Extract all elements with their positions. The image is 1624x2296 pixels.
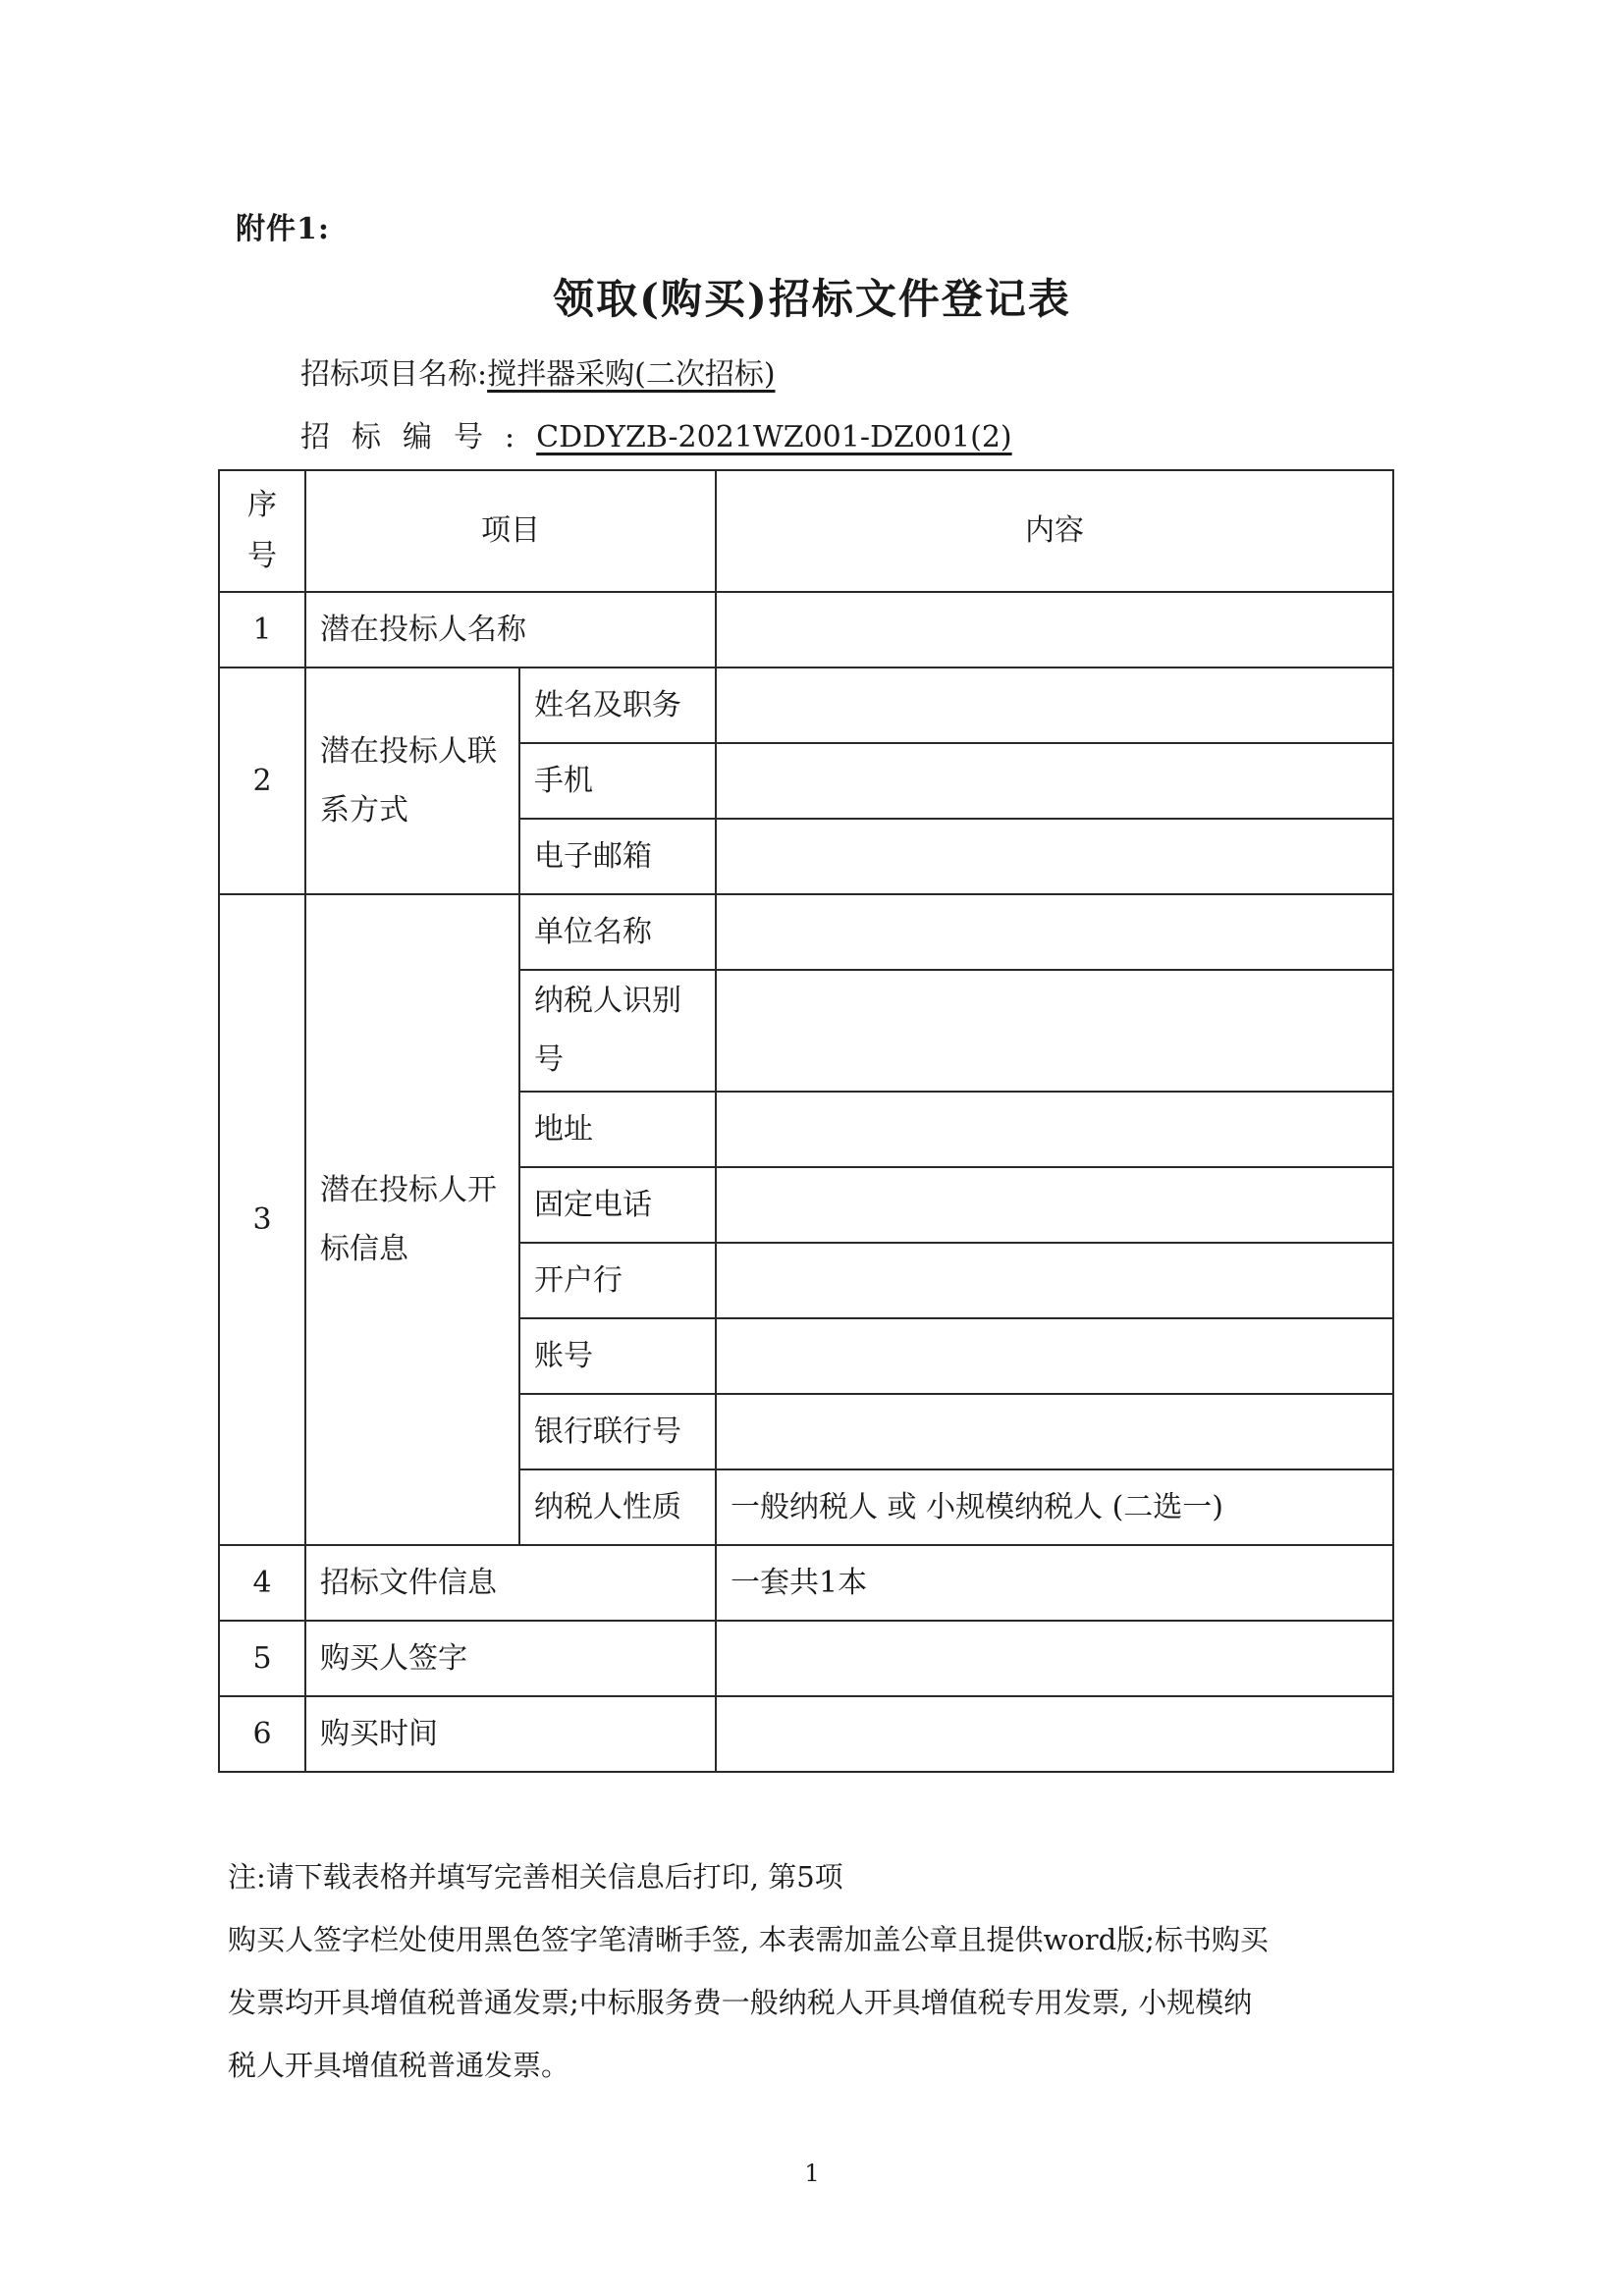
header-content: 内容 <box>716 470 1393 592</box>
sub-item-label: 单位名称 <box>519 894 716 970</box>
project-name-label: 招标项目名称: <box>300 357 488 392</box>
header-item: 项目 <box>305 470 716 592</box>
attachment-label: 附件1: <box>236 212 330 246</box>
row-content-field[interactable]: 一般纳税人 或 小规模纳税人 (二选一) <box>716 1469 1393 1545</box>
registration-table <box>218 469 1394 1773</box>
row-content-field[interactable] <box>716 1621 1393 1696</box>
table-row <box>219 894 1393 970</box>
page-number: 1 <box>804 2160 820 2187</box>
row-content-field[interactable] <box>716 1167 1393 1243</box>
row-content-field[interactable] <box>716 1394 1393 1469</box>
row-content-field[interactable] <box>716 592 1393 667</box>
sub-item-label: 电子邮箱 <box>519 819 716 894</box>
row-item: 潜在投标人名称 <box>305 592 716 667</box>
tender-code-label: 招标编号: <box>300 420 537 454</box>
sub-item-label: 固定电话 <box>519 1167 716 1243</box>
table-row <box>219 592 1393 667</box>
project-name-line <box>300 349 776 393</box>
sub-item-label: 手机 <box>519 743 716 819</box>
row-content-field[interactable] <box>716 667 1393 743</box>
sub-item-label: 地址 <box>519 1092 716 1167</box>
sub-item-label: 银行联行号 <box>519 1394 716 1469</box>
tender-code-line <box>300 412 1012 455</box>
sub-item-label: 纳税人性质 <box>519 1469 716 1545</box>
row-content-field[interactable] <box>716 1318 1393 1394</box>
sub-item-label: 姓名及职务 <box>519 667 716 743</box>
row-content-field[interactable]: 一套共1本 <box>716 1545 1393 1621</box>
row-seq: 4 <box>219 1545 305 1621</box>
note-line: 注:请下载表格并填写完善相关信息后打印, 第5项 <box>228 1860 843 1894</box>
note-line: 发票均开具增值税普通发票;中标服务费一般纳税人开具增值税专用发票, 小规模纳 <box>228 1986 1253 2019</box>
tender-code-value: CDDYZB-2021WZ001-DZ001(2) <box>536 420 1012 454</box>
row-item: 购买时间 <box>305 1696 716 1772</box>
sub-item-label: 账号 <box>519 1318 716 1394</box>
row-content-field[interactable] <box>716 1696 1393 1772</box>
header-seq: 序号 <box>219 470 305 592</box>
table-row <box>219 667 1393 743</box>
sub-item-label: 纳税人识别号 <box>519 970 716 1092</box>
note-line: 税人开具增值税普通发票。 <box>228 2049 570 2082</box>
project-name-value: 搅拌器采购(二次招标) <box>487 357 776 392</box>
sub-item-label: 开户行 <box>519 1243 716 1318</box>
table-header-row <box>219 470 1393 592</box>
row-content-field[interactable] <box>716 1092 1393 1167</box>
row-item: 潜在投标人联系方式 <box>305 667 519 894</box>
table-row <box>219 1545 1393 1621</box>
table-row <box>219 1696 1393 1772</box>
row-seq: 2 <box>219 667 305 894</box>
table-row <box>219 1621 1393 1696</box>
row-content-field[interactable] <box>716 894 1393 970</box>
row-item: 潜在投标人开标信息 <box>305 894 519 1545</box>
row-seq: 5 <box>219 1621 305 1696</box>
row-seq: 1 <box>219 592 305 667</box>
document-title: 领取(购买)招标文件登记表 <box>553 275 1071 323</box>
row-content-field[interactable] <box>716 970 1393 1092</box>
row-seq: 6 <box>219 1696 305 1772</box>
row-item: 购买人签字 <box>305 1621 716 1696</box>
row-content-field[interactable] <box>716 819 1393 894</box>
notes-section <box>228 1845 1386 2097</box>
row-item: 招标文件信息 <box>305 1545 716 1621</box>
note-line: 购买人签字栏处使用黑色签字笔清晰手签, 本表需加盖公章且提供word版;标书购买 <box>228 1923 1269 1956</box>
row-content-field[interactable] <box>716 1243 1393 1318</box>
row-seq: 3 <box>219 894 305 1545</box>
row-content-field[interactable] <box>716 743 1393 819</box>
